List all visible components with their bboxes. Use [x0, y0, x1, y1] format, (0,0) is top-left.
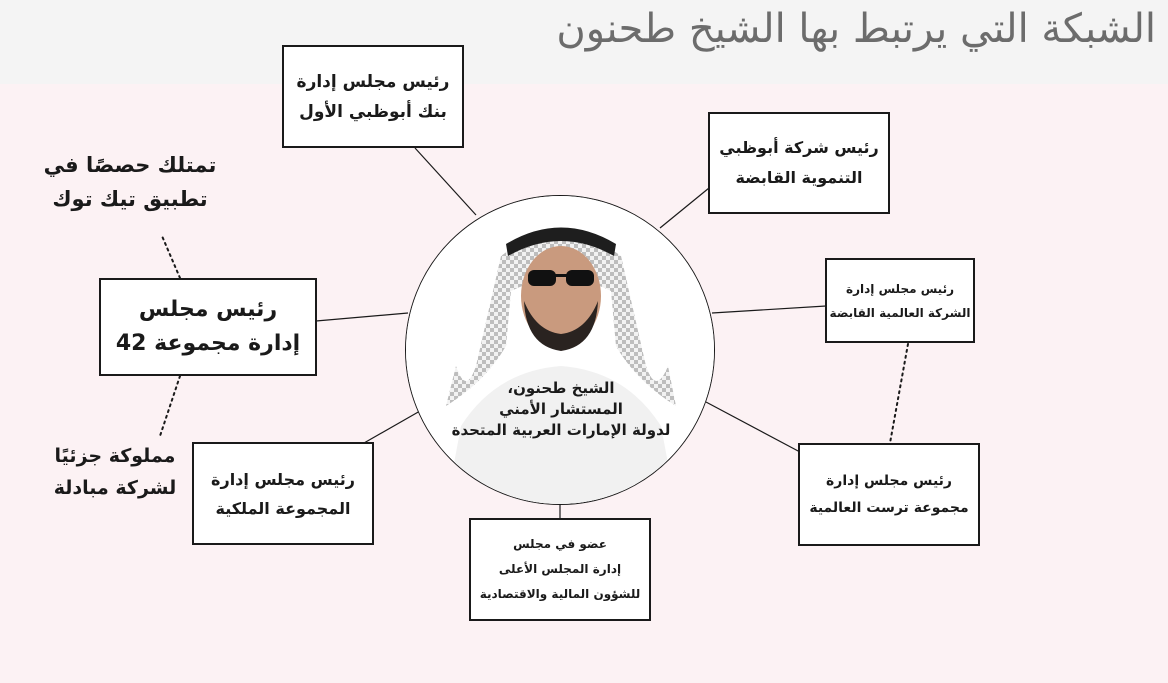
person-portrait-icon	[406, 196, 715, 505]
center-caption-name: الشيخ طحنون،	[507, 379, 615, 397]
dotted-g42-mubadala	[160, 376, 180, 436]
note-mubadala-line1: مملوكة جزئيًا	[54, 445, 176, 467]
connector-g42	[316, 313, 408, 321]
node-supreme-line3: للشؤون المالية والاقتصادية	[479, 587, 641, 601]
note-mubadala-ownership	[20, 440, 210, 504]
dotted-g42-tiktok	[162, 236, 180, 278]
node-adq-line1: رئيس شركة أبوظبي	[719, 138, 879, 157]
node-g42-line1: رئيس مجلس	[138, 297, 278, 322]
node-trust-chairman	[798, 443, 980, 546]
node-supreme-line2: إدارة المجلس الأعلى	[498, 562, 622, 576]
node-adq-line2: التنموية القابضة	[735, 168, 863, 187]
node-fab-chairman	[282, 45, 464, 148]
node-g42-line2: إدارة مجموعة 42	[115, 331, 301, 356]
node-royal-group-chairman	[192, 442, 374, 545]
connector-trust	[706, 402, 800, 452]
node-ihc-chairman	[825, 258, 975, 343]
node-trust-line2: مجموعة ترست العالمية	[809, 499, 969, 516]
node-fab-line1: رئيس مجلس إدارة	[296, 71, 450, 92]
node-g42-chairman	[99, 278, 317, 376]
node-trust-line1: رئيس مجلس إدارة	[826, 472, 952, 489]
node-adq-chairman	[708, 112, 890, 214]
center-caption-role: المستشار الأمني	[499, 400, 623, 418]
center-caption	[406, 378, 715, 441]
node-supreme-council-member	[469, 518, 651, 621]
note-mubadala-line2: لشركة مبادلة	[53, 477, 177, 499]
center-portrait-circle	[405, 195, 715, 505]
node-ihc-line1: رئيس مجلس إدارة	[846, 281, 954, 296]
node-royal-line2: المجموعة الملكية	[215, 498, 351, 518]
node-ihc-line2: الشركة العالمية القابضة	[829, 305, 971, 320]
connector-ihc	[712, 306, 826, 313]
page-title: الشبكة التي يرتبط بها الشيخ طحنون	[556, 6, 1156, 52]
note-tiktok-stakes	[30, 148, 230, 216]
note-tiktok-line1: تمتلك حصصًا في	[43, 153, 217, 177]
node-royal-line1: رئيس مجلس إدارة	[211, 469, 355, 489]
node-fab-line2: بنك أبوظبي الأول	[299, 101, 447, 122]
center-caption-country: لدولة الإمارات العربية المتحدة	[451, 421, 671, 439]
dotted-ihc-trust	[890, 344, 908, 443]
node-supreme-line1: عضو في مجلس	[513, 537, 607, 551]
note-tiktok-line2: تطبيق تيك توك	[52, 187, 208, 211]
